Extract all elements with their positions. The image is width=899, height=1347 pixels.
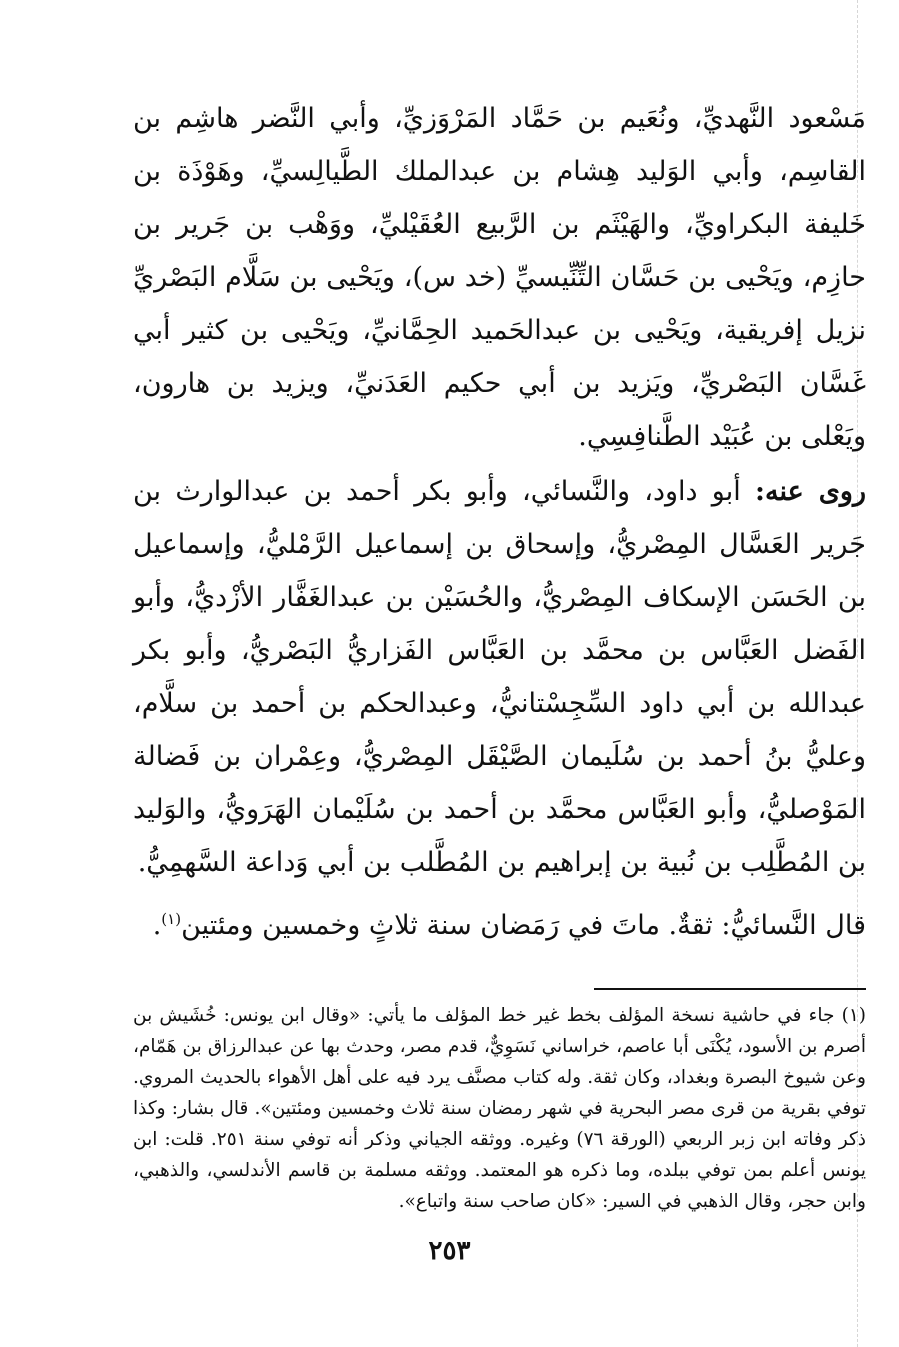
narrated-from-him-label: روى عنه:: [755, 476, 866, 507]
paragraph-narrators: [133, 465, 866, 889]
footnote-reference[interactable]: (١): [161, 910, 182, 928]
footnote-separator: [594, 988, 866, 990]
page-content: [133, 92, 866, 1217]
narrators-list: أبو داود، والنَّسائي، وأبو بكر أحمد بن عبدالوارث بن جَرير العَسَّال المِصْريُّ، وإسحاق بن إسماعيل الرَّمْليُّ، وإسماعيل بن الحَسَن الإسكاف المِصْريُّ، والحُسَيْن بن عبدالغَفَّار الأزْديُّ، وأبو الفَضل العَبَّاس بن محمَّد بن العَبَّاس الفَزاريُّ البَصْريُّ، وأبو بكر عبدالله بن أبي داود السِّجِسْتانيُّ، وعبدالحكم بن أحمد بن سلَّام، وعليُّ بنُ أحمد بن سُلَيمان الصَّيْقَل المِصْريُّ، وعِمْران بن فَضالة المَوْصليُّ، وأبو العَبَّاس محمَّد بن أحمد بن سُلَيْمان الهَرَويُّ، والوَليد بن المُطَّلِب بن نُبية بن إبراهيم بن المُطَّلب بن أبي وَداعة السَّهمِيُّ.: [133, 476, 866, 878]
verdict-text: قال النَّسائيُّ: ثقةٌ. ماتَ في رَمَضان سنة ثلاثٍ وخمسين ومئتين: [181, 910, 866, 941]
paragraph-verdict: [133, 899, 866, 952]
paragraph-teachers: مَسْعود النَّهديِّ، ونُعَيم بن حَمَّاد المَرْوَزيِّ، وأبي النَّضر هاشِم بن القاسِم، وأبي الوَليد هِشام بن عبدالملك الطَّيالِسيِّ، وهَوْذَة بن خَليفة البكراويِّ، والهَيْثَم بن الرَّبيع العُقَيْليِّ، ووَهْب بن جَرير بن حازِم، ويَحْيى بن حَسَّان التِّنِّيسيِّ (خد س)، ويَحْيى بن سَلَّام البَصْريِّ نزيل إفريقية، ويَحْيى بن عبدالحَميد الحِمَّانيِّ، ويَحْيى بن كثير أبي غَسَّان البَصْريِّ، ويَزيد بن أبي حكيم العَدَنيِّ، ويزيد بن هارون، ويَعْلى بن عُبَيْد الطَّنافِسِي.: [133, 103, 866, 452]
footnote-1: (١) جاء في حاشية نسخة المؤلف بخط غير خط المؤلف ما يأتي: «وقال ابن يونس: خُشَيش بن أصرم بن الأسود، يُكْنَى أبا عاصم، خراساني نَسَوِيٌّ، قدم مصر، وحدث بها عن عبدالرزاق بن هَمّام، وعن شيوخ البصرة وبغداد، وكان ثقة. وله كتاب مصنَّف يرد فيه على أهل الأهواء بالحديث المروي. توفي بقرية من قرى مصر البحرية في شهر رمضان سنة ثلاث وخمسين ومئتين». قال بشار: وكذا ذكر وفاته ابن زبر الربعي (الورقة ٧٦) وغيره. ووثقه الجياني وذكر أنه توفي سنة ٢٥١. قلت: ابن يونس أعلم بمن توفي ببلده، وما ذكره هو المعتمد. ووثقه مسلمة بن قاسم الأندلسي، والذهبي، وابن حجر، وقال الذهبي في السير: «كان صاحب سنة واتباع».: [133, 1005, 867, 1212]
footnotes: [133, 1000, 866, 1217]
main-text: [133, 92, 866, 952]
page-number: ٢٥٣: [428, 1236, 471, 1266]
verdict-end: .: [152, 910, 162, 941]
